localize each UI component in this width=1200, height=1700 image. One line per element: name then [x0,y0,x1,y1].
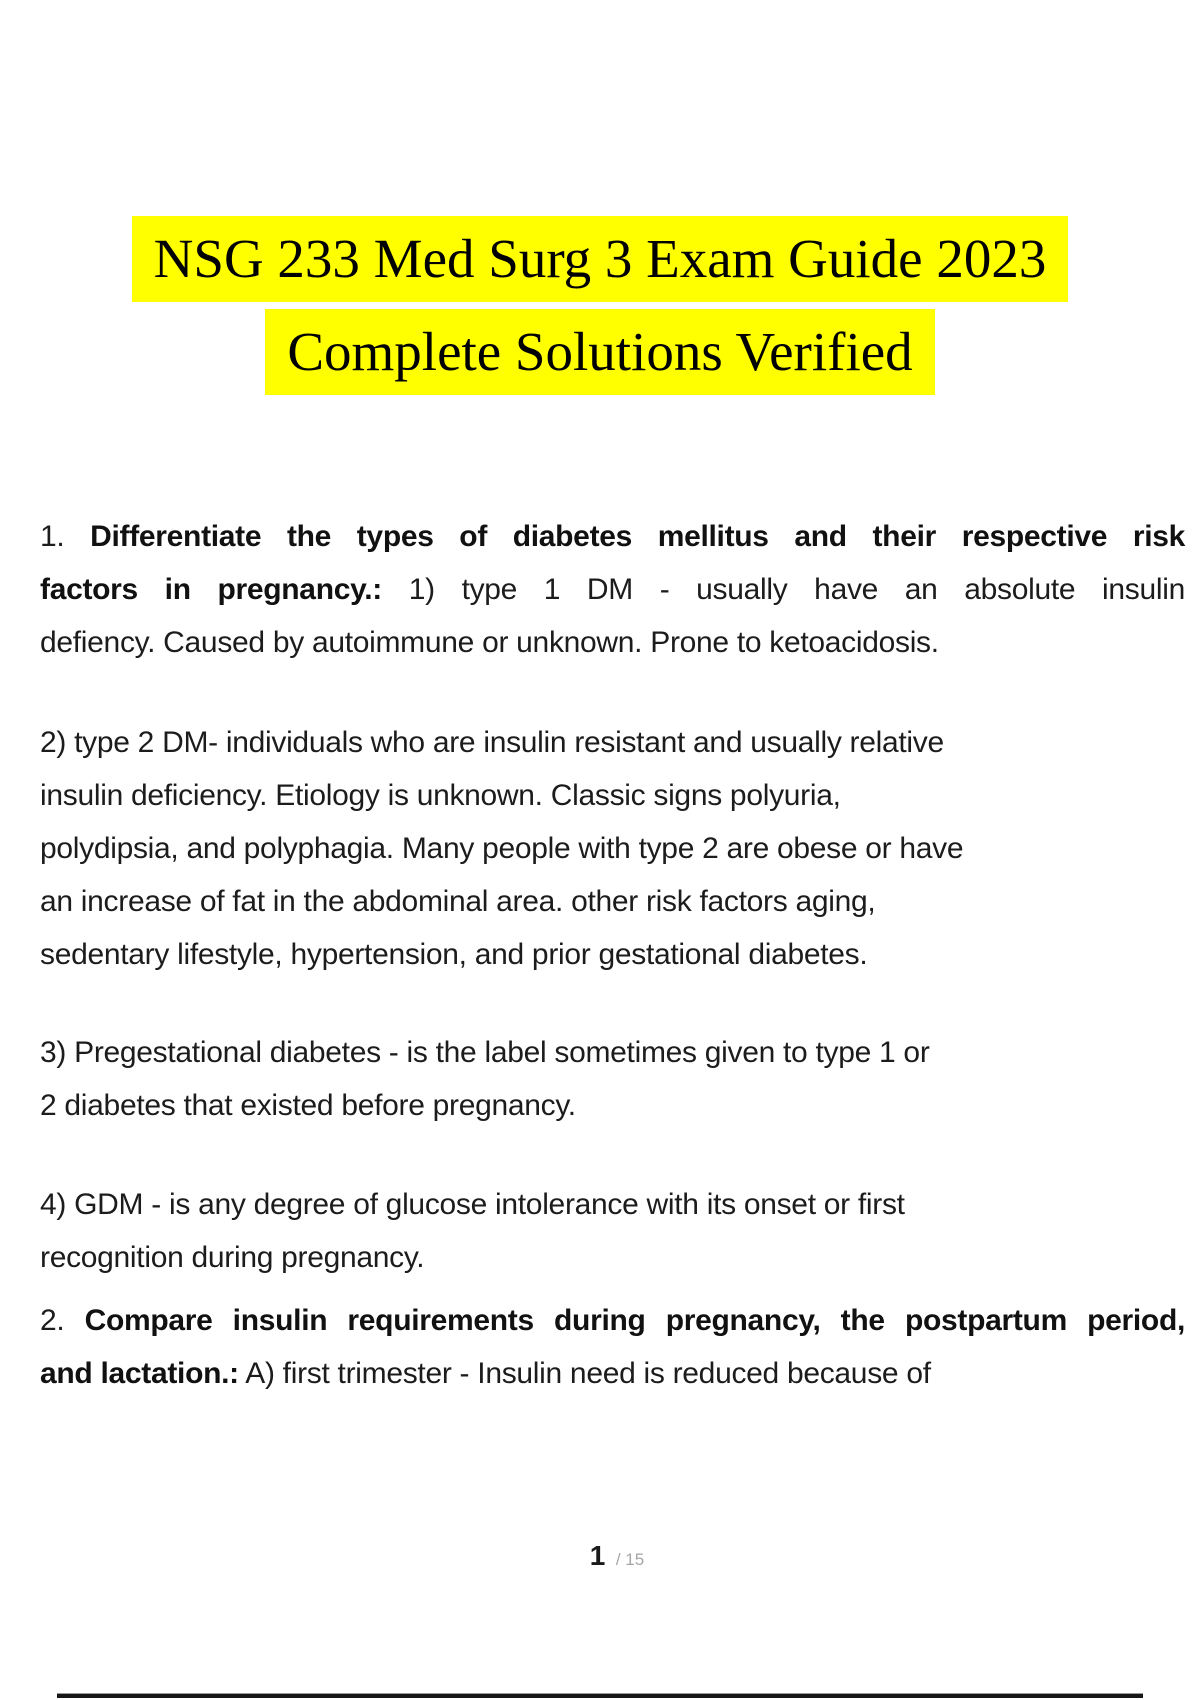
text-line [40,928,1185,981]
item-number: 2. [40,1304,65,1337]
answer-text: type 2 DM- individuals who are insulin resistant and usually relative [74,726,944,759]
answer-text: GDM - is any degree of glucose intolerance with its onset or first [74,1188,905,1221]
answer-text: A) first trimester - Insulin need is reduced because of [245,1357,931,1390]
answer-text: polydipsia, and polyphagia. Many people with type 2 are obese or have [40,832,964,865]
page-footer [0,1540,1200,1572]
text-line [40,716,1185,769]
answer-text: recognition during pregnancy. [40,1241,425,1274]
answer-text: sedentary lifestyle, hypertension, and prior gestational diabetes. [40,938,868,971]
answer-text: insulin deficiency. Etiology is unknown. Classic signs polyuria, [40,779,841,812]
text-line [40,1079,1185,1132]
text-line [40,822,1185,875]
text-line [40,769,1185,822]
current-page-number: 1 [589,1540,606,1571]
document-title-line2: Complete Solutions Verified [265,309,934,395]
document-title-row-1 [0,216,1200,302]
item-number: 2) [40,726,67,759]
document-title-line1: NSG 233 Med Surg 3 Exam Guide 2023 [132,216,1069,302]
paragraph-1 [40,510,1185,669]
item-number: 1. [40,520,65,553]
text-line [40,875,1185,928]
text-line [40,1231,1185,1284]
question-text: Compare insulin requirements during pregnancy, the postpartum period, [84,1304,1186,1337]
item-number: 4) [40,1188,67,1221]
text-line [40,1026,1185,1079]
paragraph-5 [40,1294,1185,1400]
answer-text: defiency. Caused by autoimmune or unknown. Prone to ketoacidosis. [40,626,939,659]
question-text: Differentiate the types of diabetes mellitus and their respective risk [90,520,1185,553]
text-line [40,510,1185,563]
answer-text: 2 diabetes that existed before pregnancy. [40,1089,576,1122]
question-text: factors in pregnancy.: [40,573,382,606]
text-line [40,616,1185,669]
paragraph-4 [40,1178,1185,1284]
page-count: / 15 [615,1550,645,1569]
next-page-top-edge [57,1694,1143,1698]
item-number: 3) [40,1036,67,1069]
paragraph-3 [40,1026,1185,1132]
text-line [40,1178,1185,1231]
paragraph-2 [40,716,1185,981]
document-title-row-2 [0,309,1200,395]
text-line [40,1294,1185,1347]
answer-text: Pregestational diabetes - is the label sometimes given to type 1 or [74,1036,930,1069]
page-number-group [556,1540,644,1572]
text-line [40,1347,1185,1400]
answer-text: 1) type 1 DM - usually have an absolute insulin [408,573,1186,606]
answer-text: an increase of fat in the abdominal area. other risk factors aging, [40,885,876,918]
text-line [40,563,1185,616]
question-text: and lactation.: [40,1357,239,1390]
